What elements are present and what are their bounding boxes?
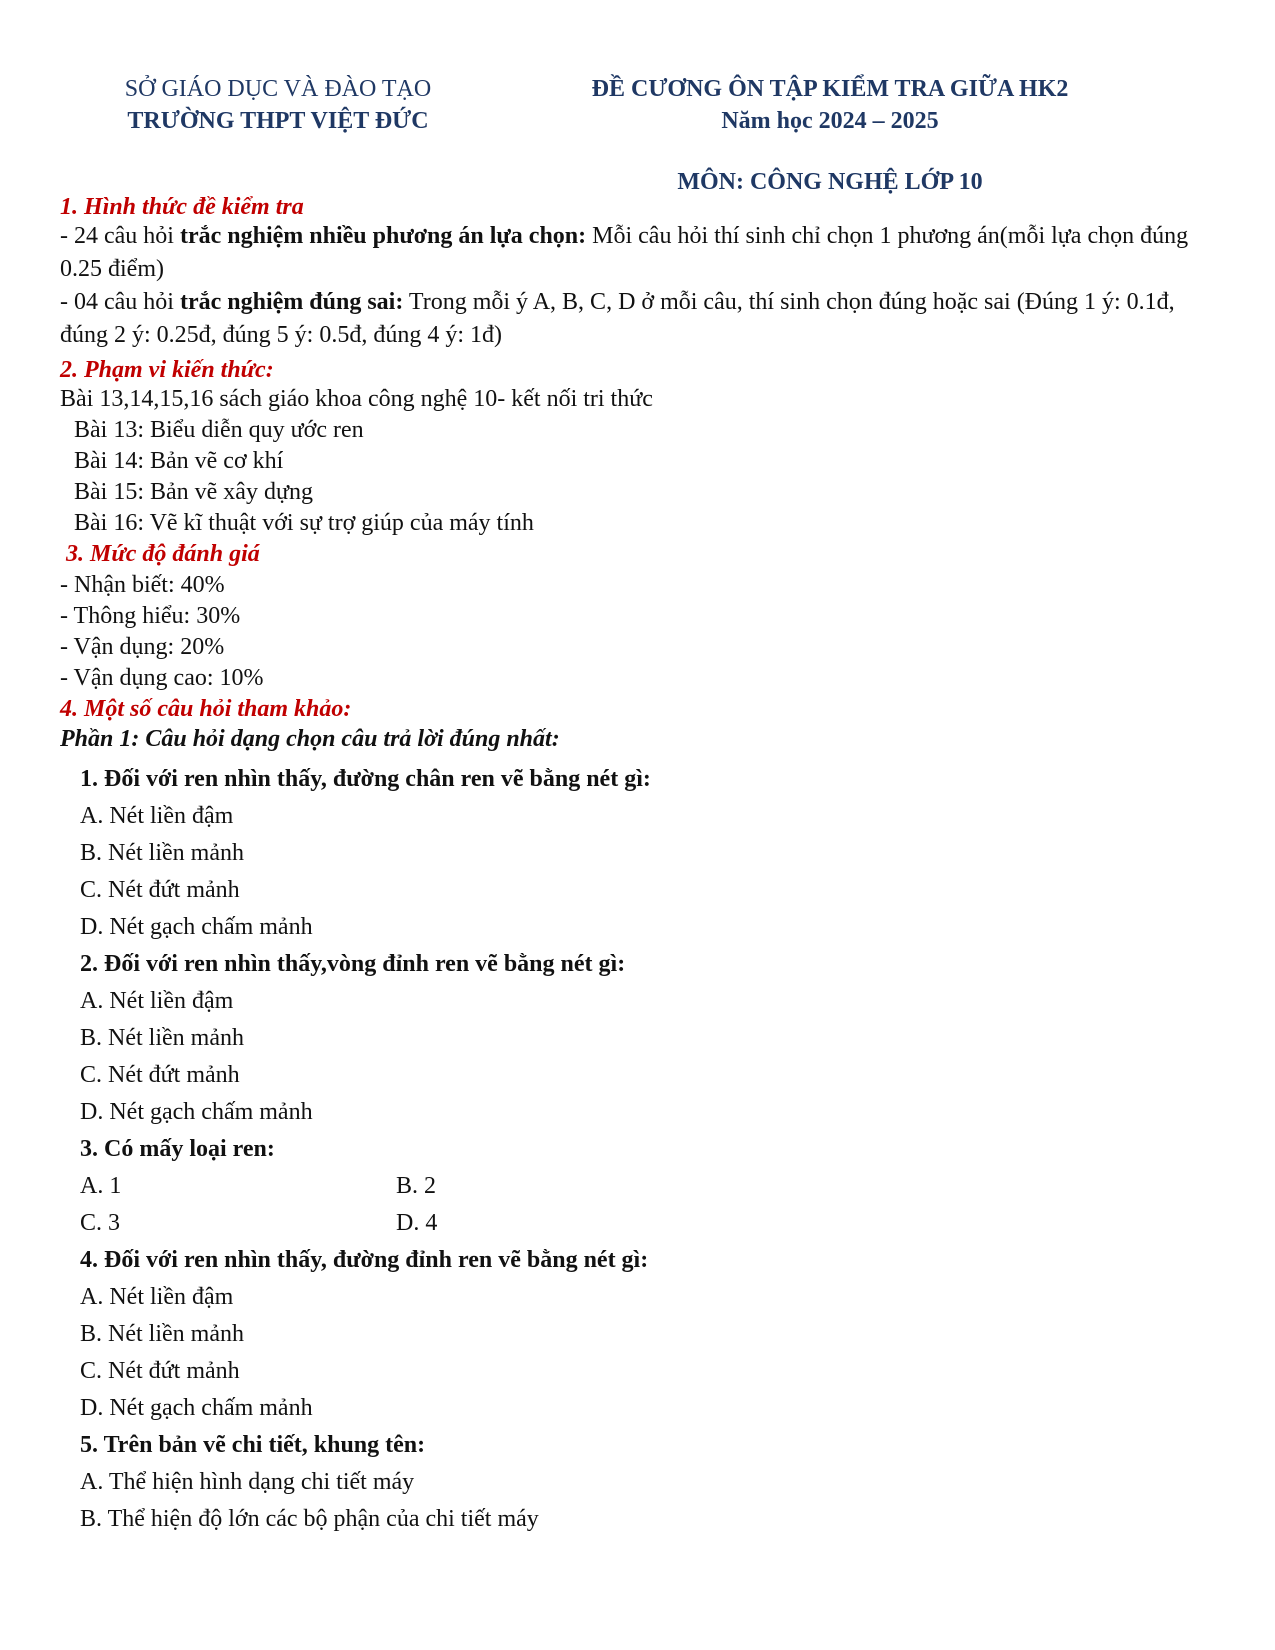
level-item: - Vận dụng: 20%	[60, 634, 225, 660]
option: B. Nét liền mảnh	[80, 840, 244, 866]
section-2-intro: Bài 13,14,15,16 sách giáo khoa công nghệ 10- kết nối tri thức	[60, 386, 653, 412]
section-1-paragraph-2	[60, 286, 1210, 352]
level-item: - Vận dụng cao: 10%	[60, 665, 264, 691]
lesson-item: Bài 16: Vẽ kĩ thuật với sự trợ giúp của máy tính	[74, 510, 534, 536]
p2-prefix: - 04 câu hỏi	[60, 289, 180, 315]
level-item: - Nhận biết: 40%	[60, 572, 225, 598]
option: D. Nét gạch chấm mảnh	[80, 1099, 313, 1125]
option: B. 2	[396, 1173, 437, 1199]
p2-bold: trắc nghiệm đúng sai:	[179, 289, 404, 315]
document-header	[540, 73, 1120, 137]
option: A. Thể hiện hình dạng chi tiết máy	[80, 1469, 415, 1495]
section-4-title: 4. Một số câu hỏi tham khảo:	[60, 696, 352, 722]
section-3-title: 3. Mức độ đánh giá	[66, 541, 260, 567]
lesson-item: Bài 15: Bản vẽ xây dựng	[74, 479, 313, 505]
section-2-title: 2. Phạm vi kiến thức:	[60, 357, 274, 383]
question-4: 4. Đối với ren nhìn thấy, đường đỉnh ren vẽ bằng nét gì:	[80, 1247, 649, 1273]
p1-bold: trắc nghiệm nhiều phương án lựa chọn:	[179, 223, 587, 249]
school-name: TRƯỜNG THPT VIỆT ĐỨC	[127, 108, 429, 134]
option: B. Nét liền mảnh	[80, 1321, 244, 1347]
option: C. 3	[80, 1210, 121, 1236]
question-5: 5. Trên bản vẽ chi tiết, khung tên:	[80, 1432, 426, 1458]
option: A. 1	[80, 1173, 122, 1199]
option: B. Thể hiện độ lớn các bộ phận của chi tiết máy	[80, 1506, 539, 1532]
level-item: - Thông hiểu: 30%	[60, 603, 241, 629]
option: D. 4	[396, 1210, 438, 1236]
option: A. Nét liền đậm	[80, 803, 234, 829]
p1-rest: Mỗi câu hỏi thí sinh chỉ chọn 1 phương án(mỗi lựa chọn đúng 0.25 điểm)	[60, 223, 1189, 282]
question-1: 1. Đối với ren nhìn thấy, đường chân ren vẽ bằng nét gì:	[80, 766, 651, 792]
p1-prefix: - 24 câu hỏi	[60, 223, 180, 249]
school-header	[88, 73, 468, 137]
section-1-paragraph-1	[60, 220, 1210, 286]
lesson-item: Bài 14: Bản vẽ cơ khí	[74, 448, 284, 474]
subject-title: MÔN: CÔNG NGHỆ LỚP 10	[677, 169, 983, 195]
section-1-title: 1. Hình thức đề kiểm tra	[60, 194, 304, 220]
option: B. Nét liền mảnh	[80, 1025, 244, 1051]
lesson-item: Bài 13: Biểu diễn quy ước ren	[74, 417, 364, 443]
question-2: 2. Đối với ren nhìn thấy,vòng đỉnh ren vẽ bằng nét gì:	[80, 951, 626, 977]
option: A. Nét liền đậm	[80, 988, 234, 1014]
option: C. Nét đứt mảnh	[80, 1062, 240, 1088]
p2-rest: Trong mỗi ý A, B, C, D ở mỗi câu, thí sinh chọn đúng hoặc sai (Đúng 1 ý: 0.1đ, đúng 2 ý: 0.25đ, đúng 5 ý: 0.5đ, đúng 4 ý: 1đ)	[60, 289, 1175, 348]
document-title: ĐỀ CƯƠNG ÔN TẬP KIỂM TRA GIỮA HK2	[591, 76, 1069, 102]
option: D. Nét gạch chấm mảnh	[80, 914, 313, 940]
option: D. Nét gạch chấm mảnh	[80, 1395, 313, 1421]
part-1-title: Phần 1: Câu hỏi dạng chọn câu trả lời đúng nhất:	[60, 726, 560, 752]
department-name: SỞ GIÁO DỤC VÀ ĐÀO TẠO	[124, 76, 432, 102]
option: C. Nét đứt mảnh	[80, 877, 240, 903]
school-year: Năm học 2024 – 2025	[721, 108, 939, 134]
question-3: 3. Có mấy loại ren:	[80, 1136, 275, 1162]
option: C. Nét đứt mảnh	[80, 1358, 240, 1384]
option: A. Nét liền đậm	[80, 1284, 234, 1310]
